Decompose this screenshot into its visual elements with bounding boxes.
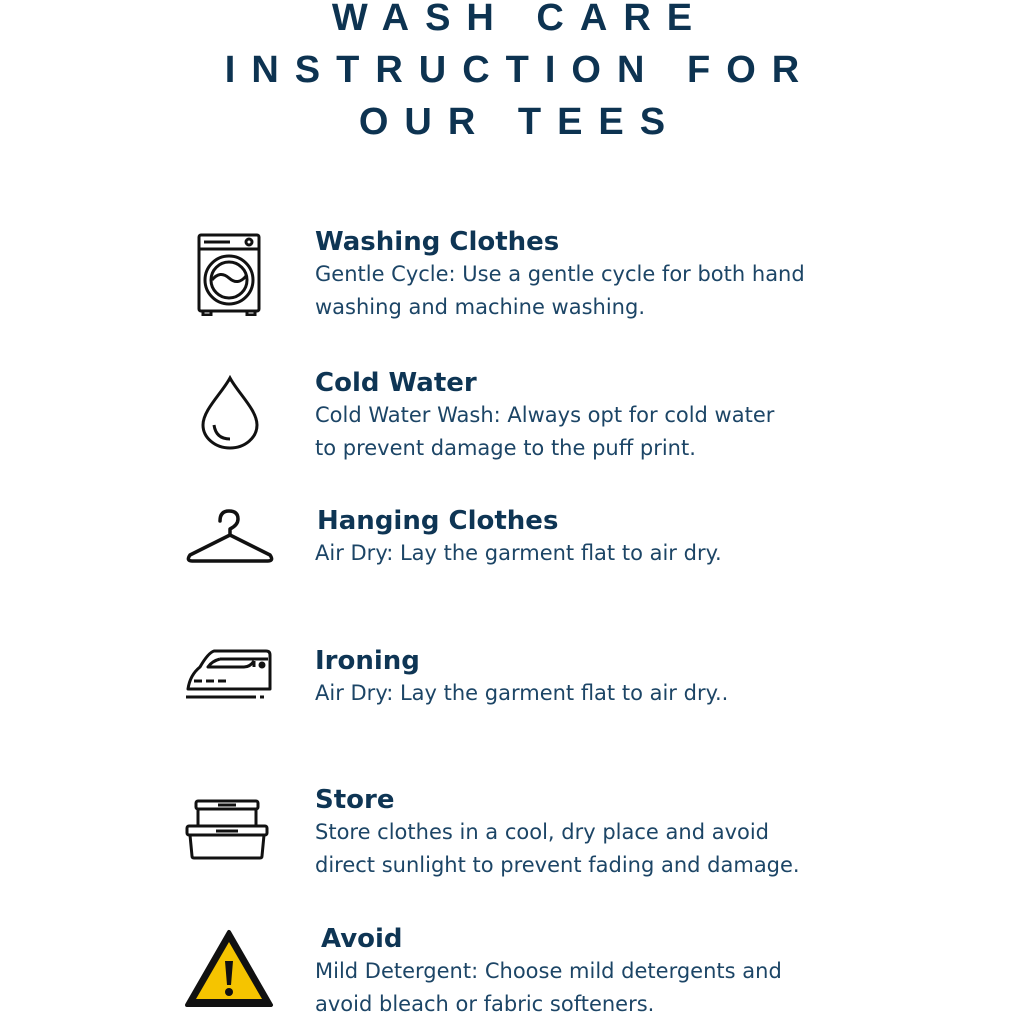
title-line-1: WASH CARE: [331, 0, 709, 39]
care-item-text: [315, 226, 875, 324]
storage-container-icon: [184, 798, 270, 862]
care-item-desc-line-2: washing and machine washing.: [315, 295, 645, 319]
care-item-text: [315, 505, 875, 570]
care-item-heading: Hanging Clothes: [317, 506, 559, 536]
iron-icon: [184, 645, 274, 703]
care-item-text: [315, 645, 875, 710]
warning-icon: [184, 929, 274, 1009]
page-title: [0, 0, 1024, 148]
care-item-desc-line-1: Air Dry: Lay the garment flat to air dry..: [315, 681, 729, 705]
water-drop-icon: [200, 375, 260, 451]
care-item-heading: Store: [315, 785, 395, 815]
care-item-desc-line-1: Store clothes in a cool, dry place and avoid: [315, 820, 770, 844]
washing-machine-icon: [194, 232, 264, 316]
care-item-desc-line-2: direct sunlight to prevent fading and damage.: [315, 853, 800, 877]
care-item-desc-line-1: Air Dry: Lay the garment flat to air dry.: [315, 541, 722, 565]
care-item-heading: Washing Clothes: [315, 227, 560, 257]
title-line-2: INSTRUCTION FOR: [224, 49, 816, 91]
care-item-desc-line-1: Cold Water Wash: Always opt for cold water: [315, 403, 775, 427]
care-item-heading: Cold Water: [315, 368, 477, 398]
care-item-text: [315, 367, 875, 465]
hanger-icon: [184, 507, 276, 567]
care-item-text: [315, 923, 875, 1021]
care-item-heading: Avoid: [321, 924, 403, 954]
care-item-desc-line-2: to prevent damage to the puff print.: [315, 436, 696, 460]
care-item-text: [315, 784, 875, 882]
title-line-3: OUR TEES: [358, 101, 682, 143]
care-item-desc-line-1: Mild Detergent: Choose mild detergents and: [315, 959, 782, 983]
care-item-desc-line-2: avoid bleach or fabric softeners.: [315, 992, 655, 1016]
care-item-heading: Ironing: [315, 646, 420, 676]
care-item-desc-line-1: Gentle Cycle: Use a gentle cycle for both hand: [315, 262, 805, 286]
